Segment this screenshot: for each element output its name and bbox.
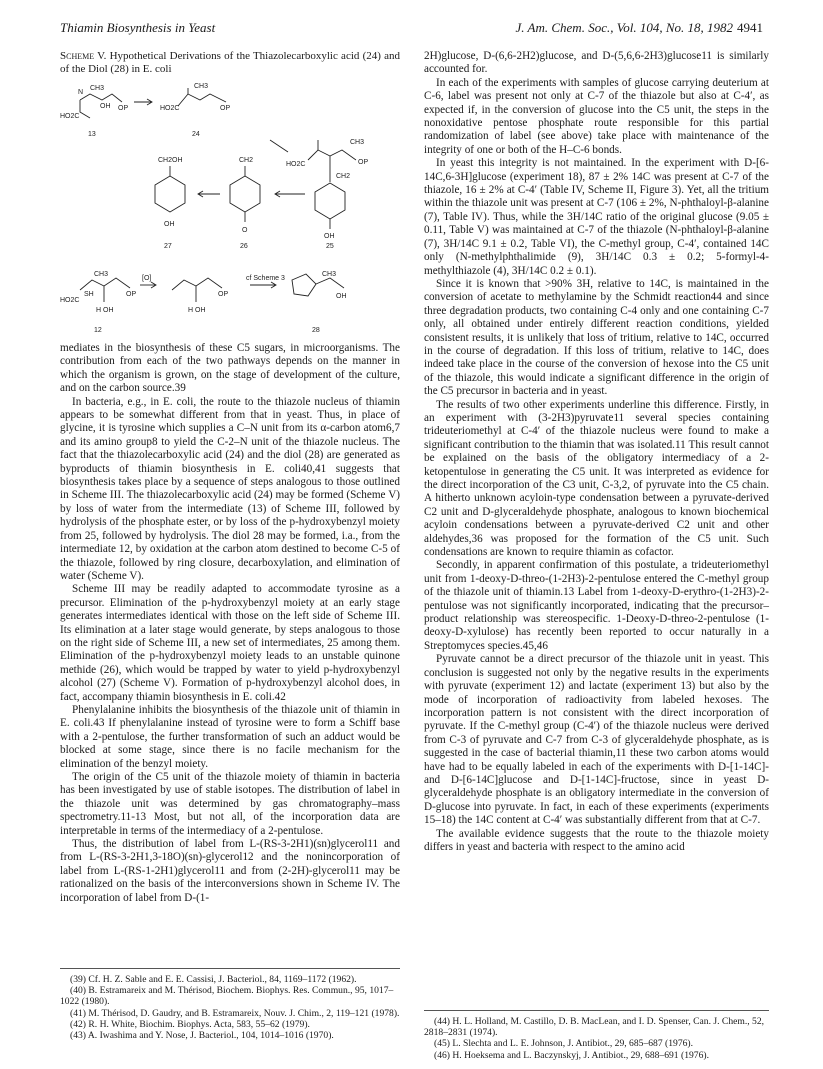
journal-name: J. Am. Chem. Soc., Vol. 104, No. 18, 1982 xyxy=(515,20,733,35)
journal-citation xyxy=(516,20,764,36)
chem-ch2oh: CH2OH xyxy=(158,157,183,164)
chain-13 xyxy=(80,94,122,102)
chem-sh-12: SH xyxy=(84,291,94,298)
paragraph: 2H)glucose, D-(6,6-2H2)glucose, and D-(5,6,6-2H3)glucose11 is similarly accounted for. xyxy=(424,50,769,76)
paragraph: Since it is known that >90% 3H, relative to 14C, is maintained in the conversion of acetate to methylamine by the Schmidt reaction44 and since three degradation products, two containing C-4 only and one containing C-7 only, all obtained under entirely different reaction conditions, yielded consistent results, it is unlikely that loss of tritium, relative to 14C, occurred in the course of degradation. If this loss of tritium, relative to 14C, does indeed take place in the course of the conversion of hexose into the C5 unit of the thiazole, this would indicate a significant difference in the origin of the C5 precursor in bacteria and in yeast. xyxy=(424,277,769,398)
paragraph: Phenylalanine inhibits the biosynthesis of the thiazole unit of thiamin in E. coli.43 If phenylalanine instead of tyrosine were to form a Schiff base with a 2-pentulose, the further transformation of such an adduct would be blocked at some stage, since there is no facile mechanism for the elimination of the benzyl moiety. xyxy=(60,703,400,770)
page-number: 4941 xyxy=(737,20,763,35)
scheme-caption xyxy=(60,50,400,76)
chem-ch3-24: CH3 xyxy=(194,83,209,90)
chem-oh-27: OH xyxy=(164,221,175,228)
chem-n: N xyxy=(78,89,84,96)
chem-hoh-int: H OH xyxy=(188,307,206,314)
ring-26 xyxy=(230,176,260,212)
footnote: (44) H. L. Holland, M. Castillo, D. B. MacLean, and I. D. Spenser, Can. J. Chem., 52, 2818–2831 (1974). xyxy=(424,1016,765,1039)
compound-label-25: 25 xyxy=(326,243,334,250)
cf-scheme-label: cf Scheme 3 xyxy=(246,275,285,282)
chem-ch2-25: CH2 xyxy=(336,173,351,180)
paragraph: In yeast this integrity is not maintained. In the experiment with D-[6-14C,6-3H]glucose (experiment 18), 87 ± 2% 14C was present at C-7 of the thiazole, 16 ± 2% at C-4′ (Table IV, Scheme II, Figure 3). Yet, all the tritium within the thiazole unit was present at C-7 (106 ± 2%, N-phthaloyl-β-alanine (7), Table IV). Thus, while the 3H/14C ratio of the original glucose (9.05 ± 0.11, Table V) was maintained at C-7 of the thiazole (N-phthaloyl-β-alanine (7), 3H/14C 9.1 ± 0.2, Table VI), the C-methyl group, C-4′, contained 14C only (N-methylphthalimide (9), 3H/14C 0.3 ± 0.2; 5-formyl-4-methylthiazole (4), 3H/14C 0.2 ± 0.1). xyxy=(424,157,769,277)
paragraph: The available evidence suggests that the route to the thiazole moiety differs in yeast and bacteria with respect to the amino acid xyxy=(424,827,769,853)
chain-intermediate xyxy=(172,278,222,290)
chem-op-int: OP xyxy=(218,291,229,298)
scheme-v-drawing xyxy=(60,80,400,338)
chem-op-24: OP xyxy=(220,105,231,112)
left-column xyxy=(60,50,400,905)
chain-12 xyxy=(80,278,130,290)
footnote: (40) B. Estramareix and M. Thérisod, Biochem. Biophys. Res. Commun., 95, 1017–1022 (1980). xyxy=(60,985,394,1008)
paragraph: The results of two other experiments underline this difference. Firstly, in an experiment with (3-2H3)pyruvate11 several species containing trideuteriomethyl at C-4′ of the thiazole nucleus were found to make a significant contribution to the thiamin that was isolated.11 This result cannot be explained on the basis of the obligatory intermediacy of a 2-ketopentulose in generating the C5 unit. It was interpreted as evidence for the direct incorporation of the C3 unit, C-3,2, of pyruvate into the C5 chain. A hitherto unknown acyloin-type condensation between a pyruvate-derived C2 unit and D-glyceraldehyde phosphate, analogous to known biochemical acyloin condensations between a pyruvate-derived C2 unit and other aldehydes,36 was proposed for the formation of the C5 unit. Such condensations are known to require thiamin as cofactor. xyxy=(424,398,769,559)
chem-hoh-12: H OH xyxy=(96,307,114,314)
chem-oh: OH xyxy=(100,103,111,110)
compound-label-13: 13 xyxy=(88,131,96,138)
chem-ch2-26: CH2 xyxy=(239,157,254,164)
footnote: (42) R. H. White, Biochim. Biophys. Acta, 583, 55–62 (1979). xyxy=(70,1018,310,1030)
chem-ch3-12: CH3 xyxy=(94,271,109,278)
chain-24 xyxy=(178,94,226,106)
compound-label-28: 28 xyxy=(312,327,320,334)
compound-label-24: 24 xyxy=(192,131,200,138)
chem-op-25: OP xyxy=(358,159,369,166)
paragraph: In bacteria, e.g., in E. coli, the route to the thiazole nucleus of thiamin appears to be somewhat different from that in yeast. Thus, in place of glycine, it is tyrosine which supplies a C–N unit from its α-carbon atom6,7 and its amino group8 to yield the C-2–N unit of the thiazole nucleus. The fact that the thiazolecarboxylic acid (24) and the diol (28) are generated as byproducts of thiamin biosynthesis in E. coli40,41 suggests that biosynthesis takes place by a sequence of steps analogous to those outlined in Scheme III. The thiazolecarboxylic acid (24) may be formed (Scheme V) by loss of water from the intermediate (13) of Scheme III, followed by hydrolysis of the phosphate ester, or by loss of the p-hydroxybenzyl moiety from 25, followed by hydrolysis. The diol 28 may be formed, i.a., from the intermediate 12, by oxidation at the carbon atom destined to become C-5 of the thiazole, followed by ring closure, decarboxylation, and elimination of water (Scheme V). xyxy=(60,395,400,582)
paragraph: Pyruvate cannot be a direct precursor of the thiazole unit in yeast. This conclusion is suggested not only by the negative results in the experiments with pyruvate (experiment 12) and lactate (experiment 13) but also by the mode of incorporation of radioactivity from labeled hexoses. The incorporation pattern is not consistent with the direct incorporation of pyruvate. If the C-methyl group (C-4′) of the thiazole nucleus were derived from C-3 of pyruvate and C-7 from C-3 of glyceraldehyde phosphate, as is suggested in the case of bacterial thiamin,11 these two carbon atoms would have had to be equally labeled in each of the experiments with D-[1-14C]- and D-[6-14C]glucose and D-[1-14C]-fructose, since in yeast D-glyceraldehyde phosphate is an obligatory intermediate in the conversion of D-glucose into pyruvate. In fact, in each of these experiments (experiments 15–18) the 14C content at C-4′ was substantially different from that at C-7. xyxy=(424,653,769,827)
chain-13b xyxy=(80,100,90,118)
paragraph: Thus, the distribution of label from L-(RS-3-2H1)(sn)glycerol11 and from L-(RS-3-2H1,3-18O)(sn)-glycerol12 and the nonincorporation of label from L-(RS-1-2H1)glycerol11 and from (2-2H)-glycerol11 may be rationalized on the basis of the interconversions shown in Scheme IV. The incorporation of label from D-(1- xyxy=(60,838,400,904)
chem-ho2c-25: HO2C xyxy=(286,161,306,168)
scheme-v-figure xyxy=(60,80,400,338)
chem-ho2c: HO2C xyxy=(60,113,80,120)
ring-28 xyxy=(292,274,316,296)
scheme-caption-text: Hypothetical Derivations of the Thiazolecarboxylic acid (24) and of the Diol (28) in E. coli xyxy=(60,50,400,75)
paragraph: The origin of the C5 unit of the thiazole moiety of thiamin in bacteria has been investigated by use of stable isotopes. The distribution of label in the thiazole unit was determined by gas chromatography–mass spectrometry.11-13 Most, but not all, of the incorporation data are interpretable in terms of the intermediacy of a 2-pentulose. xyxy=(60,771,400,837)
chem-ch3-28: CH3 xyxy=(322,271,337,278)
chem-ho2c-12: HO2C xyxy=(60,297,80,304)
footnote: (46) H. Hoeksema and L. Baczynskyj, J. Antibiot., 29, 688–691 (1976). xyxy=(434,1049,709,1061)
footnote: (45) L. Slechta and L. E. Johnson, J. Antibiot., 29, 685–687 (1976). xyxy=(434,1038,694,1050)
footnote: (41) M. Thérisod, D. Gaudry, and B. Estramareix, Nouv. J. Chim., 2, 119–121 (1978). xyxy=(70,1007,400,1019)
paragraph: Scheme III may be readily adapted to accommodate tyrosine as a precursor. Elimination of the p-hydroxybenzyl moiety at an early stage generates intermediates identical with those on the left side of Scheme III. Its elimination at a later stage would generate, by steps analogous to those on the right side of Scheme III, a new set of intermediates, 25 among them. Elimination of the p-hydroxybenzyl moiety leads to an unstable quinone methide (26), which would be trapped by water to yield p-hydroxybenzyl alcohol (27) (Scheme V). Formation of p-hydroxybenzyl alcohol does, in fact, accompany thiamin biosynthesis in E. coli.42 xyxy=(60,583,400,703)
ox-label: [O] xyxy=(142,275,152,282)
chem-op-12: OP xyxy=(126,291,137,298)
chem-oh-28: OH xyxy=(336,293,347,300)
compound-label-27: 27 xyxy=(164,243,172,250)
chem-o-26: O xyxy=(242,227,248,234)
chem-ch3-25: CH3 xyxy=(350,139,365,146)
chem-ho2c-24: HO2C xyxy=(160,105,180,112)
footnote: (43) A. Iwashima and Y. Nose, J. Bacteriol., 104, 1014–1016 (1970). xyxy=(70,1030,334,1042)
chem-ch3: CH3 xyxy=(90,85,105,92)
chem-oh-25: OH xyxy=(324,233,335,240)
footnotes-left xyxy=(60,968,400,1041)
footnotes-right xyxy=(424,1010,769,1061)
compound-label-26: 26 xyxy=(240,243,248,250)
footnote: (39) Cf. H. Z. Sable and E. E. Cassisi, J. Bacteriol., 84, 1169–1172 (1962). xyxy=(70,974,357,985)
ring-27 xyxy=(155,176,185,212)
compound-label-12: 12 xyxy=(94,327,102,334)
paragraph: Secondly, in apparent confirmation of this postulate, a trideuteriomethyl unit from 1-deoxy-D-threo-(1-2H3)-2-pentulose entered the C-methyl group of the thiazole unit of thiamin.13 Label from 1-deoxy-D-erythro-(1-2H3)-2-pentulose was not significantly incorporated, indicating that the precursor–product relationship was stereospecific. 1-Deoxy-D-threo-2-pentulose (1-deoxy-D-xylulose) has recently been reported to occur naturally in a Streptomyces species.45,46 xyxy=(424,559,769,652)
running-title: Thiamin Biosynthesis in Yeast xyxy=(60,20,216,35)
arrow-25-24 xyxy=(270,140,288,152)
scheme-caption-label: Scheme V. xyxy=(60,50,107,62)
paragraph: mediates in the biosynthesis of these C5 sugars, in microorganisms. The contribution from each of the two pathways depends on the manner in which the organism is grown, on the stage of development of the culture, and on the carbon source.39 xyxy=(60,342,400,395)
paragraph: In each of the experiments with samples of glucose carrying deuterium at C-6, label was present not only at C-7 of the thiazole but also at C-4′, as expected if, in the conversion of glucose into the C5 unit, the steps in the nonoxidative pentose phosphate route responsible for this partial randomization of label (see above) take place with maintenance of the integrity of one or both of the H–C-6 bonds. xyxy=(424,76,769,156)
chain-25 xyxy=(308,150,356,160)
right-column xyxy=(424,50,769,854)
ring-25 xyxy=(315,183,345,219)
chem-op: OP xyxy=(118,105,129,112)
page-header xyxy=(60,20,763,38)
